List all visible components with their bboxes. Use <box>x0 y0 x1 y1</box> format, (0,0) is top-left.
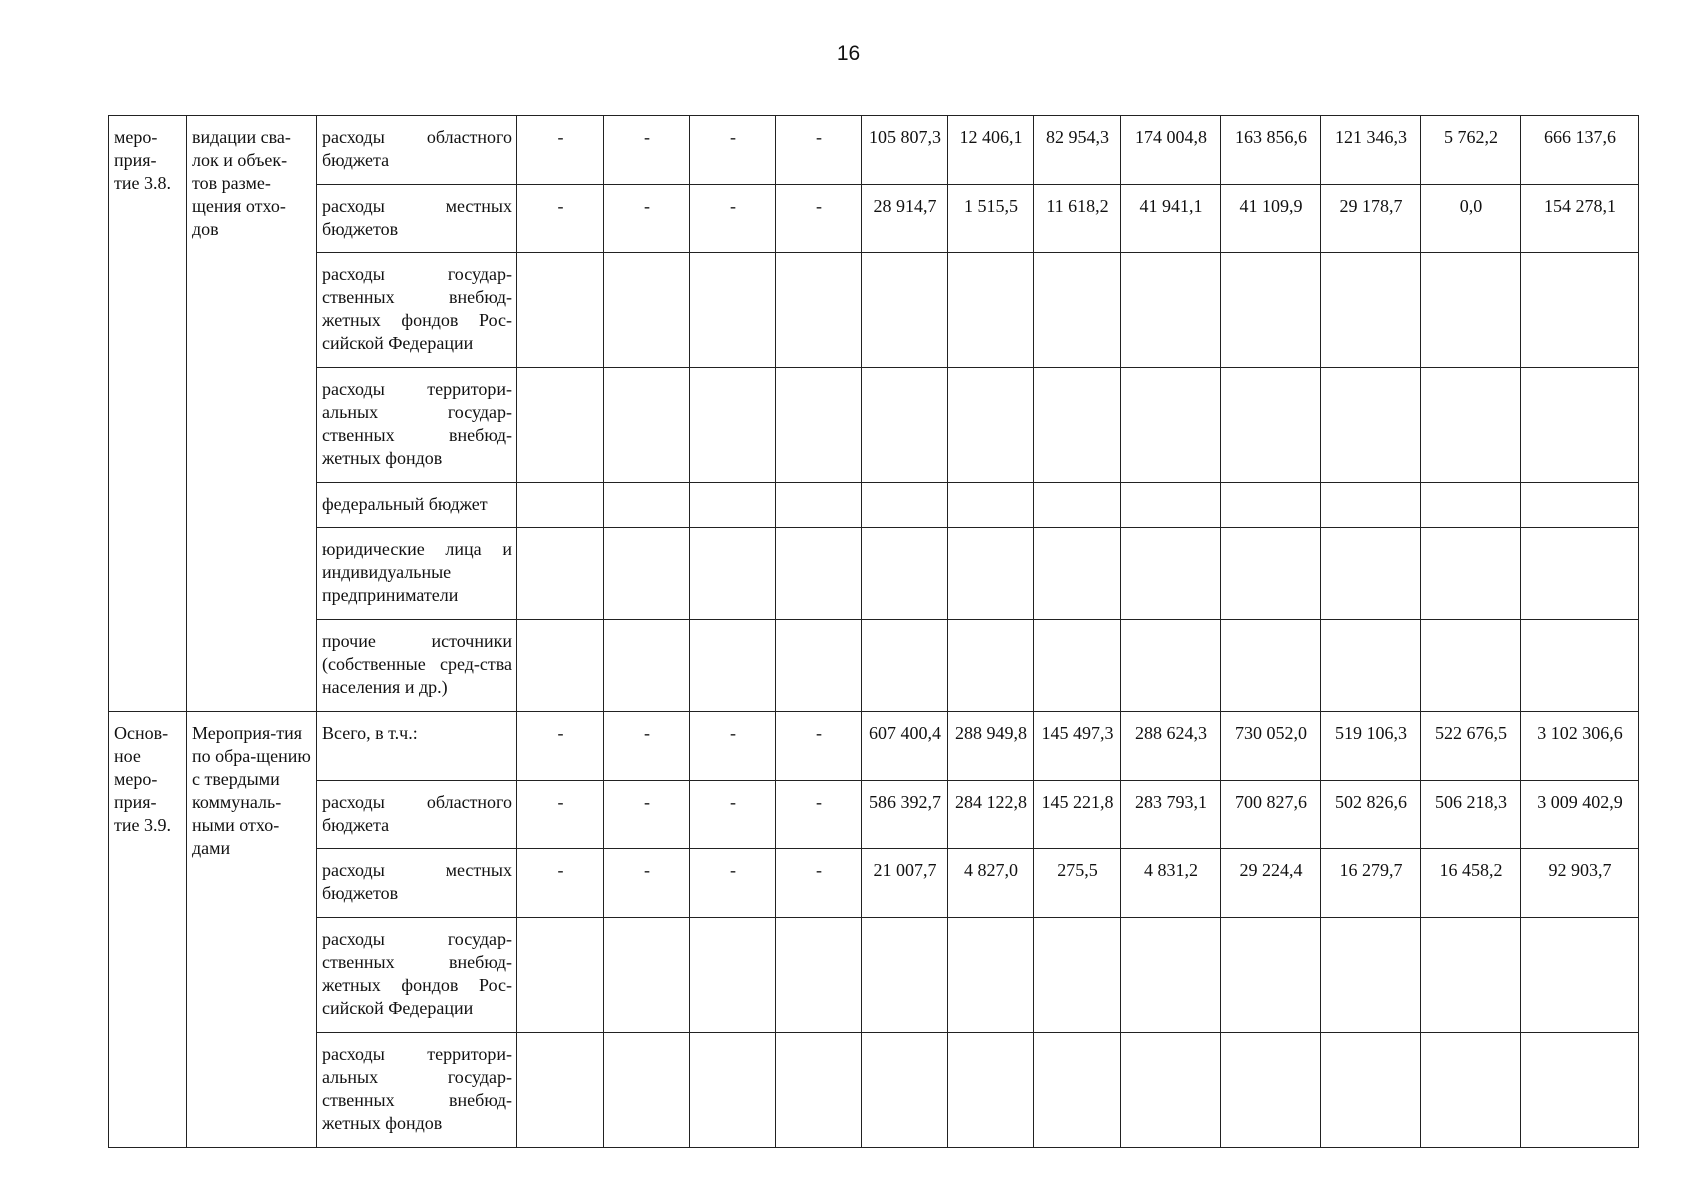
table-row <box>109 368 1639 483</box>
value-cell <box>1221 253 1321 368</box>
table-row <box>109 712 1639 781</box>
value-cell: - <box>517 849 604 918</box>
total-cell: 666 137,6 <box>1521 116 1639 185</box>
value-cell <box>604 253 690 368</box>
value-cell <box>862 483 948 528</box>
value-cell <box>1421 528 1521 620</box>
value-cell: 145 497,3 <box>1034 712 1121 781</box>
value-cell <box>862 253 948 368</box>
value-cell <box>604 918 690 1033</box>
funding-source-cell: прочие источники (собственные сред-ства населения и др.) <box>317 620 517 712</box>
value-cell <box>1421 620 1521 712</box>
value-cell <box>690 1033 776 1148</box>
value-cell: 502 826,6 <box>1321 781 1421 849</box>
value-cell <box>517 1033 604 1148</box>
measure-title-cell: Мероприя-тия по обра-щению с твердыми коммуналь-ными отхо-дами <box>187 712 317 1148</box>
value-cell <box>1221 528 1321 620</box>
funding-source-cell: расходы государ-ственных внебюд-жетных фондов Рос-сийской Федерации <box>317 918 517 1033</box>
value-cell: 105 807,3 <box>862 116 948 185</box>
funding-source-cell: федеральный бюджет <box>317 483 517 528</box>
value-cell <box>604 1033 690 1148</box>
value-cell: - <box>690 781 776 849</box>
value-cell: 506 218,3 <box>1421 781 1521 849</box>
value-cell <box>1121 253 1221 368</box>
table-row <box>109 116 1639 185</box>
value-cell <box>604 620 690 712</box>
total-cell: 92 903,7 <box>1521 849 1639 918</box>
value-cell: - <box>776 712 862 781</box>
total-cell: 3 102 306,6 <box>1521 712 1639 781</box>
value-cell <box>1421 918 1521 1033</box>
funding-source-cell: расходы областного бюджета <box>317 781 517 849</box>
table-row <box>109 1033 1639 1148</box>
value-cell: 28 914,7 <box>862 185 948 253</box>
funding-source-cell: расходы территори-альных государ-ственных внебюд-жетных фондов <box>317 368 517 483</box>
value-cell <box>517 528 604 620</box>
value-cell <box>1034 528 1121 620</box>
funding-source-cell: Всего, в т.ч.: <box>317 712 517 781</box>
value-cell: - <box>776 185 862 253</box>
value-cell <box>1421 253 1521 368</box>
total-cell <box>1521 528 1639 620</box>
value-cell <box>1321 483 1421 528</box>
value-cell <box>862 1033 948 1148</box>
value-cell: - <box>776 116 862 185</box>
table-row <box>109 528 1639 620</box>
value-cell <box>1221 918 1321 1033</box>
value-cell: 0,0 <box>1421 185 1521 253</box>
value-cell: 522 676,5 <box>1421 712 1521 781</box>
value-cell: 288 949,8 <box>948 712 1034 781</box>
value-cell <box>948 918 1034 1033</box>
value-cell <box>1121 368 1221 483</box>
value-cell: - <box>517 185 604 253</box>
value-cell <box>776 368 862 483</box>
value-cell <box>604 528 690 620</box>
value-cell <box>1321 528 1421 620</box>
funding-source-cell: расходы местных бюджетов <box>317 185 517 253</box>
total-cell <box>1521 918 1639 1033</box>
value-cell <box>948 368 1034 483</box>
table-row <box>109 620 1639 712</box>
value-cell: 4 831,2 <box>1121 849 1221 918</box>
measure-code-cell: меро-прия-тие 3.8. <box>109 116 187 712</box>
table-row <box>109 849 1639 918</box>
value-cell <box>1321 1033 1421 1148</box>
total-cell <box>1521 483 1639 528</box>
value-cell <box>1221 1033 1321 1148</box>
value-cell <box>1121 483 1221 528</box>
value-cell: - <box>690 849 776 918</box>
value-cell: - <box>690 712 776 781</box>
value-cell <box>1321 253 1421 368</box>
value-cell: 12 406,1 <box>948 116 1034 185</box>
total-cell: 154 278,1 <box>1521 185 1639 253</box>
value-cell <box>1221 483 1321 528</box>
value-cell <box>1221 368 1321 483</box>
value-cell <box>948 620 1034 712</box>
value-cell <box>517 253 604 368</box>
table-row <box>109 185 1639 253</box>
value-cell <box>862 918 948 1033</box>
funding-source-cell: расходы местных бюджетов <box>317 849 517 918</box>
value-cell: - <box>517 781 604 849</box>
value-cell <box>517 483 604 528</box>
value-cell: 5 762,2 <box>1421 116 1521 185</box>
value-cell <box>1034 1033 1121 1148</box>
value-cell <box>604 368 690 483</box>
total-cell <box>1521 253 1639 368</box>
value-cell: - <box>604 781 690 849</box>
value-cell <box>776 620 862 712</box>
value-cell: 145 221,8 <box>1034 781 1121 849</box>
funding-source-cell: расходы государ-ственных внебюд-жетных фондов Рос-сийской Федерации <box>317 253 517 368</box>
table-row <box>109 918 1639 1033</box>
value-cell: 519 106,3 <box>1321 712 1421 781</box>
value-cell: 163 856,6 <box>1221 116 1321 185</box>
value-cell <box>1034 483 1121 528</box>
value-cell: 121 346,3 <box>1321 116 1421 185</box>
budget-table <box>108 115 1639 1148</box>
value-cell: - <box>604 116 690 185</box>
value-cell <box>1421 483 1521 528</box>
value-cell <box>776 528 862 620</box>
funding-source-cell: расходы областного бюджета <box>317 116 517 185</box>
value-cell <box>776 1033 862 1148</box>
value-cell: - <box>604 185 690 253</box>
value-cell <box>604 483 690 528</box>
total-cell <box>1521 1033 1639 1148</box>
value-cell <box>1321 368 1421 483</box>
value-cell <box>690 253 776 368</box>
value-cell <box>517 918 604 1033</box>
value-cell: 586 392,7 <box>862 781 948 849</box>
measure-title-cell: видации сва-лок и объек-тов разме-щения отхо-дов <box>187 116 317 712</box>
value-cell <box>862 528 948 620</box>
value-cell <box>862 368 948 483</box>
value-cell <box>948 253 1034 368</box>
table-row <box>109 253 1639 368</box>
value-cell <box>776 483 862 528</box>
value-cell <box>1321 620 1421 712</box>
value-cell <box>776 918 862 1033</box>
funding-source-cell: расходы территори-альных государ-ственных внебюд-жетных фондов <box>317 1033 517 1148</box>
value-cell: - <box>690 185 776 253</box>
value-cell <box>1121 620 1221 712</box>
funding-source-cell: юридические лица и индивидуальные предприниматели <box>317 528 517 620</box>
table-row <box>109 483 1639 528</box>
value-cell: 275,5 <box>1034 849 1121 918</box>
measure-code-cell: Основ-ное меро-прия-тие 3.9. <box>109 712 187 1148</box>
value-cell: 29 178,7 <box>1321 185 1421 253</box>
value-cell: 283 793,1 <box>1121 781 1221 849</box>
value-cell: 700 827,6 <box>1221 781 1321 849</box>
value-cell <box>1221 620 1321 712</box>
value-cell: 288 624,3 <box>1121 712 1221 781</box>
value-cell <box>1421 1033 1521 1148</box>
value-cell: - <box>517 712 604 781</box>
value-cell: 11 618,2 <box>1034 185 1121 253</box>
value-cell <box>1421 368 1521 483</box>
value-cell <box>1321 918 1421 1033</box>
value-cell: - <box>776 781 862 849</box>
value-cell <box>1121 918 1221 1033</box>
value-cell <box>690 483 776 528</box>
value-cell: 174 004,8 <box>1121 116 1221 185</box>
value-cell: - <box>517 116 604 185</box>
page-number: 16 <box>836 42 861 65</box>
total-cell <box>1521 620 1639 712</box>
value-cell <box>1034 368 1121 483</box>
value-cell <box>948 483 1034 528</box>
value-cell: 607 400,4 <box>862 712 948 781</box>
value-cell <box>690 528 776 620</box>
value-cell <box>948 528 1034 620</box>
value-cell <box>690 918 776 1033</box>
value-cell: - <box>776 849 862 918</box>
value-cell <box>1034 253 1121 368</box>
value-cell <box>690 620 776 712</box>
value-cell <box>517 620 604 712</box>
value-cell <box>862 620 948 712</box>
value-cell <box>1034 918 1121 1033</box>
value-cell: 21 007,7 <box>862 849 948 918</box>
value-cell: 284 122,8 <box>948 781 1034 849</box>
value-cell: 4 827,0 <box>948 849 1034 918</box>
value-cell: 29 224,4 <box>1221 849 1321 918</box>
value-cell: - <box>604 849 690 918</box>
value-cell: 16 279,7 <box>1321 849 1421 918</box>
total-cell: 3 009 402,9 <box>1521 781 1639 849</box>
value-cell: 1 515,5 <box>948 185 1034 253</box>
total-cell <box>1521 368 1639 483</box>
value-cell <box>690 368 776 483</box>
value-cell <box>1121 1033 1221 1148</box>
value-cell <box>1034 620 1121 712</box>
value-cell <box>517 368 604 483</box>
value-cell: 82 954,3 <box>1034 116 1121 185</box>
value-cell: 730 052,0 <box>1221 712 1321 781</box>
value-cell: - <box>604 712 690 781</box>
value-cell: 16 458,2 <box>1421 849 1521 918</box>
value-cell <box>1121 528 1221 620</box>
value-cell: 41 109,9 <box>1221 185 1321 253</box>
value-cell <box>776 253 862 368</box>
value-cell: 41 941,1 <box>1121 185 1221 253</box>
table-row <box>109 781 1639 849</box>
value-cell: - <box>690 116 776 185</box>
value-cell <box>948 1033 1034 1148</box>
